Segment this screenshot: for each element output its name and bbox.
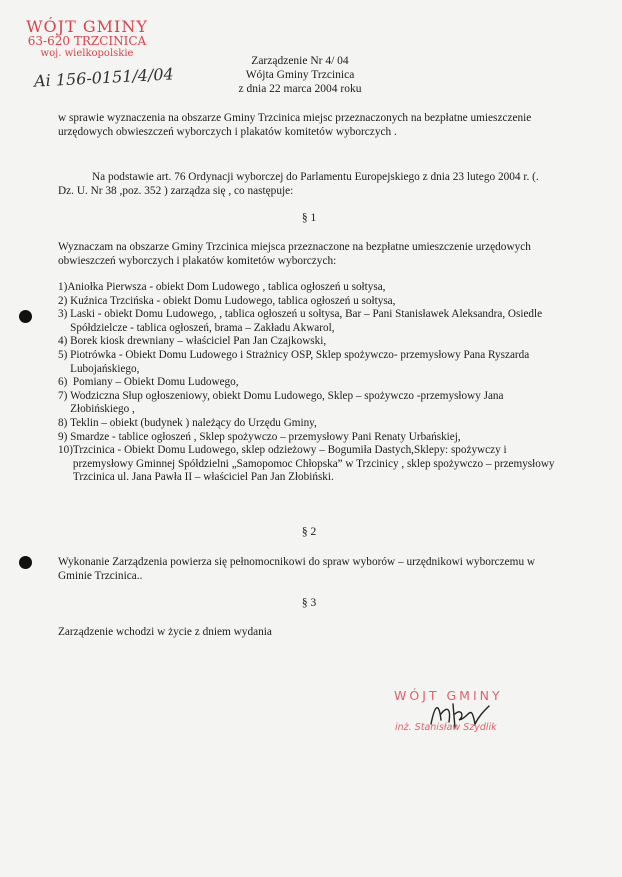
list-item-number: 5) [58, 348, 71, 361]
list-item-number: 6) [58, 376, 73, 389]
list-item-text: Trzcinica - Obiekt Domu Ludowego, sklep odzieżowy – Bogumiła Dastych,Sklepy: spożywczy i przemysłowy Gminnej Spółdzielni „Samopomoc Chłopska” w Trzcinicy , sklep spożywczo – przemysłowy Trzcinica ul. Jana Pawła II – właściciel Pan Jan Złobiński. [72, 444, 555, 484]
section-1-heading: § 1 [301, 212, 317, 224]
section-1-paragraph: Wyznaczam na obszarze Gminy Trzcinica miejsca przeznaczone na bezpłatne umieszczenie urzędowych obwieszczeń wyborczych i plakatów komitetów wyborczych: [58, 241, 531, 267]
list-item [58, 335, 558, 349]
list-item-text: Smardze - tablice ogłoszeń , Sklep spożywczo – przemysłowy Pani Renaty Urbańskiej, [70, 430, 461, 443]
list-item-text: Pomiany – Obiekt Domu Ludowego, [72, 376, 239, 389]
list-item [58, 308, 558, 335]
list-item [58, 349, 558, 376]
list-item [58, 417, 558, 431]
list-item [58, 376, 558, 390]
list-item [58, 444, 558, 485]
stamp-line-3: woj. wielkopolskie [40, 48, 134, 59]
list-item-number: 2) [58, 294, 71, 307]
list-item [58, 431, 558, 445]
document-header [180, 54, 420, 96]
signature-stamp-title: WÓJT GMINY [394, 688, 503, 703]
intro-paragraph: Na podstawie art. 76 Ordynacji wyborczej do Parlamentu Europejskiego z dnia 23 lutego 2004 r. (. Dz. U. Nr 38 ,poz. 352 ) zarządza się , co następuje: [58, 171, 539, 197]
list-item [58, 281, 558, 295]
list-item-text: Laski - obiekt Domu Ludowego, , tablica ogłoszeń u sołtysa, Bar – Pani Stanisławek Aleksandra, Osiedle Spółdzielcze - tablica ogłoszeń, brama – Zakładu Akwarol, [70, 308, 543, 334]
header-date: z dnia 22 marca 2004 roku [238, 83, 362, 95]
office-stamp [12, 18, 162, 59]
list-item [58, 295, 558, 309]
list-item-text: Piotrówka - Obiekt Domu Ludowego i Strażnicy OSP, Sklep spożywczo- przemysłowy Pana Ryszarda Lubojańskiego, [70, 348, 530, 375]
list-item-number: 10) [58, 444, 73, 457]
header-subtitle: Wójta Gminy Trzcinica [245, 69, 355, 81]
list-item-text: Aniołka Pierwsza - obiekt Dom Ludowego , tablica ogłoszeń u sołtysa, [67, 281, 386, 293]
list-item-text: Kuźnica Trzcińska - obiekt Domu Ludowego, tablica ogłoszeń u sołtysa, [70, 294, 396, 307]
handwritten-reference-number: Ai 156-0151/4/04 [33, 64, 175, 91]
locations-list [58, 281, 558, 485]
list-item-text: Borek kiosk drewniany – właściciel Pan Jan Czajkowski, [70, 335, 327, 348]
section-2-heading: § 2 [301, 526, 317, 538]
stamp-line-1: WÓJT GMINY [26, 17, 148, 36]
list-item-text: Teklin – obiekt (budynek ) należący do Urzędu Gminy, [70, 416, 317, 429]
list-item-number: 7) [58, 389, 71, 402]
header-title: Zarządzenie Nr 4/ 04 [251, 55, 349, 67]
subject-paragraph: w sprawie wyznaczenia na obszarze Gminy Trzcinica miejsc przeznaczonych na bezpłatne umieszczenie urzędowych obwieszczeń wyborczych i plakatów komitetów wyborczych . [58, 112, 532, 138]
list-item-number: 1) [58, 281, 68, 293]
list-item [58, 390, 558, 417]
list-item-number: 3) [58, 308, 71, 321]
list-item-number: 9) [58, 430, 71, 443]
list-item-number: 4) [58, 335, 71, 348]
stamp-line-2: 63-620 TRZCINICA [27, 34, 147, 48]
section-3-paragraph: Zarządzenie wchodzi w życie z dniem wydania [58, 626, 272, 638]
section-3-heading: § 3 [301, 597, 317, 609]
list-item-number: 8) [58, 416, 71, 429]
signature-stamp-name: inż. Stanisław Szydlik [395, 722, 497, 733]
punch-hole [19, 556, 32, 569]
list-item-text: Wodziczna Słup ogłoszeniowy, obiekt Domu Ludowego, Sklep – spożywczo -przemysłowy Jana Złobińskiego , [70, 389, 504, 416]
punch-hole [19, 310, 32, 323]
section-2-paragraph: Wykonanie Zarządzenia powierza się pełnomocnikowi do spraw wyborów – urzędnikowi wyborczemu w Gminie Trzcinica.. [58, 556, 536, 582]
